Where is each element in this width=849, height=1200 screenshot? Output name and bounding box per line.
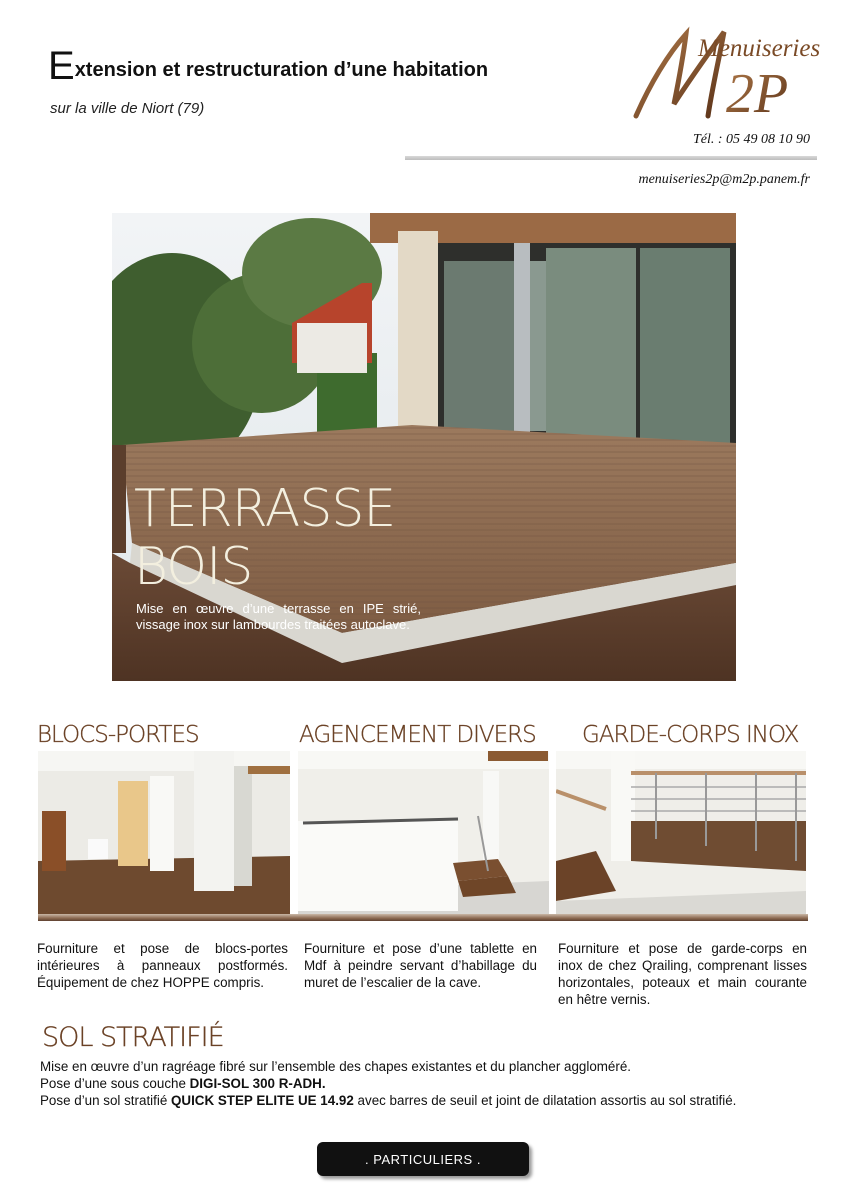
sol-stratifie-heading: SOL STRATIFIÉ [42,1022,224,1053]
header-divider [405,156,817,160]
garde-corps-description: Fourniture et pose de garde-corps en inox de chez Qrailing, comprenant lisses horizontales, poteaux et main courante en hêtre vernis. [558,941,807,1007]
logo-2p: 2P [726,63,789,125]
garde-corps-heading: GARDE-CORPS INOX [582,722,799,748]
logo-wordmark: Menuiseries [698,35,821,62]
email-address: menuiseries2p@m2p.panem.fr [638,172,810,187]
document-subtitle: sur la ville de Niort (79) [50,100,205,117]
category-badge: . PARTICULIERS . [317,1142,529,1176]
sol-line-3: Pose d’un sol stratifié QUICK STEP ELITE UE 14.92 avec barres de seuil et joint de dilatation assortis au sol stratifié. [40,1093,737,1108]
agencement-description: Fourniture et pose d’une tablette en Mdf à peindre servant d’habillage du muret de l’escalier de la cave. [304,941,537,990]
section-divider [38,914,808,921]
sol-line-1: Mise en œuvre d’un ragréage fibré sur l’ensemble des chapes existantes et du plancher aggloméré. [40,1059,631,1074]
agencement-heading: AGENCEMENT DIVERS [299,722,536,748]
document-title: Extension et restructuration d’une habitation [48,44,489,88]
sol-line-2: Pose d’une sous couche DIGI-SOL 300 R-ADH. [40,1076,326,1091]
terrace-heading: TERRASSE BOIS [134,479,396,597]
blocs-portes-photo [38,751,290,914]
terrace-description: Mise en œuvre d’une terrasse en IPE strié, vissage inox sur lambourdes traitées autoclave. [136,601,421,632]
logo-m-letter: M [630,128,631,129]
phone-number: Tél. : 05 49 08 10 90 [692,132,810,147]
blocs-portes-heading: BLOCS-PORTES [37,722,199,748]
garde-corps-photo [556,751,806,914]
company-logo [628,24,828,134]
blocs-portes-description: Fourniture et pose de blocs-portes intérieures à panneaux postformés. Équipement de chez HOPPE compris. [37,941,288,990]
agencement-photo [298,751,549,914]
